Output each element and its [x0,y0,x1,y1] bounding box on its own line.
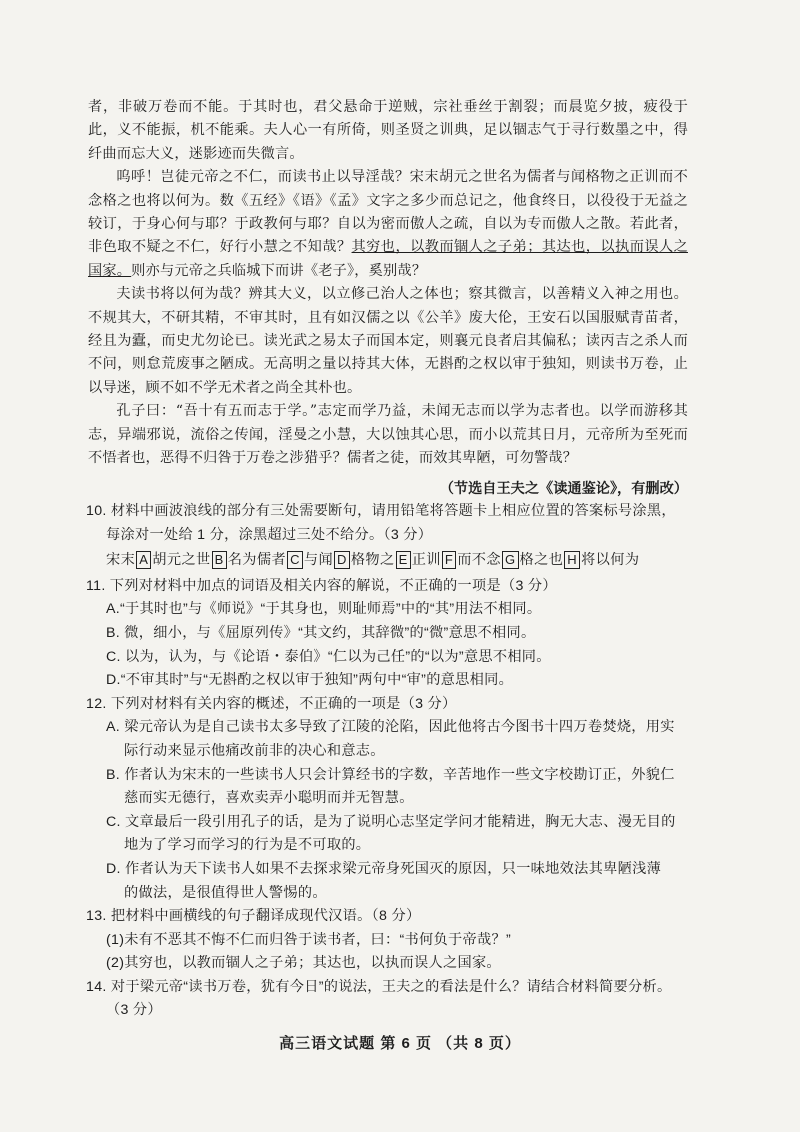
segment-text: 格之也 [519,552,564,569]
break-option-b[interactable]: B [212,551,227,569]
question-12-option-d: D. 作者认为天下读书人如果不去探求梁元帝身死国灭的原因，只一味地效法其卑陋浅薄 [106,860,662,877]
segment-text: 宋末 [106,552,136,569]
passage-paragraph-2 [88,166,688,283]
question-11-option-c: C. 以为，认为，与《论语・泰伯》“仁以为己任”的“以为”意思不相同。 [106,648,551,665]
question-12-option-a-cont: 际行动来显示他痛改前非的决心和意志。 [124,742,385,759]
question-13-sentence-1: (1)未有不恶其不悔不仁而归咎于读书者，曰：“书何负于帝哉？” [106,931,511,948]
question-13-stem: 13. 把材料中画横线的句子翻译成现代汉语。（8 分） [86,908,421,925]
segment-text: 而不念 [457,552,501,569]
question-12-option-c-cont: 地为了学习而学习的行为是不可取的。 [124,837,371,854]
question-12-option-b-cont: 慈而实无德行，喜欢卖弄小聪明而并无智慧。 [124,790,414,807]
question-12-option-c: C. 文章最后一段引用孔子的话，是为了说明心志坚定学问才能精进，胸无大志、漫无目的 [106,813,676,830]
footer-total-pages: （共 8 页） [437,1035,521,1052]
break-option-e[interactable]: E [396,551,411,569]
question-11-option-b: B. 微，细小，与《屈原列传》“其文约，其辞微”的“微”意思不相同。 [106,624,536,641]
passage-paragraph-2-text: 呜呼！岂徒元帝之不仁，而读书止以导淫哉？宋末胡元之世名为儒者与闻格物之正训而不念格之也将以何为。数《五经》《语》《孟》文字之多少而总记之，他食终日，以役役于无益之较订，于身心何与耶？于政教何与耶？自以为密而傲人之疏，自以为专而傲人之散。若此者，非色取不疑之不仁，好行小慧之不知哉？ [88,169,688,256]
question-list [86,500,706,1023]
question-11-option-a: A.“于其时也”与《师说》“于其身也，则耻师焉”中的“其”用法不相同。 [106,601,542,618]
break-option-d[interactable]: D [334,551,350,569]
question-12-stem: 12. 下列对材料有关内容的概述，不正确的一项是（3 分） [86,695,457,712]
passage-paragraph-4: 孔子曰：“吾十有五而志于学。”志定而学乃益，未闻无志而以学为志者也。以学而游移其志，异端邪说，流俗之传闻，淫曼之小慧，大以蚀其心思，而小以荒其日月，元帝所为至死而不悟者也，恶得不归咎于万卷之涉猎乎？儒者之徒，而效其卑陋，可勿警哉？ [88,403,688,467]
passage-paragraph-1: 者，非破万卷而不能。于其时也，君父悬命于逆贼，宗社垂丝于割裂；而晨览夕披，疲役于此，义不能振，机不能乘。夫人心一有所倚，则圣贤之训典，足以锢志气于寻行数墨之中，得纤曲而忘大义，迷影迹而失微言。 [88,99,688,162]
break-option-g[interactable]: G [502,551,519,569]
question-10-stem: 10. 材料中画波浪线的部分有三处需要断句，请用铅笔将答题卡上相应位置的答案标号涂黑， [86,503,676,519]
question-10-stem-cont: 每涂对一处给 1 分，涂黑超过三处不给分。（3 分） [106,526,433,543]
passage-paragraph-3: 夫读书将以何为哉？辨其大义，以立修己治人之体也；察其微言，以善精义入神之用也。不规其大，不研其精，不审其时，且有如汉儒之以《公羊》废大伦，王安石以国服赋青苗者，经且为蠹，而史尤勿论已。读光武之易太子而国本定，则襄元良者启其偏私；读丙吉之杀人而不问，则怠荒废事之陋成。无高明之量以持其大体，无斟酌之权以审于独知，则读书万卷，止以导迷，顾不如不学无术者之尚全其朴也。 [88,286,688,396]
footer-page-number: 第 6 页 [380,1035,432,1052]
question-12-option-b: B. 作者认为宋末的一些读书人只会计算经书的字数，辛苦地作一些文字校勘订正，外貌仁 [106,766,675,783]
break-option-a[interactable]: A [136,551,151,569]
question-14-stem: 14. 对于梁元帝“读书万卷，犹有今日”的说法，王夫之的看法是什么？请结合材料简要分析。 [86,978,672,995]
question-13-sentence-2: (2)其穷也，以教而锢人之子弟；其达也，以执而误人之国家。 [106,955,501,972]
segment-text: 将以何为 [581,552,640,569]
question-12-option-d-cont: 的做法，是很值得世人警惕的。 [124,884,327,901]
question-11-stem: 11. 下列对材料中加点的词语及相关内容的解说，不正确的一项是（3 分） [86,577,557,594]
question-14-points: （3 分） [106,1002,162,1019]
question-10-segment-line [86,549,706,573]
segment-text: 与闻 [303,552,334,569]
reading-passage [88,96,688,471]
passage-source: （节选自王夫之《读通鉴论》，有删改） [439,481,688,497]
underlined-sentence: 其穷也，以教而锢人之子弟；其达也，以执而误人之国家。 [88,239,688,279]
segment-text: 胡元之世 [152,552,211,569]
question-11-option-d: D.“不审其时”与“无斟酌之权以审于独知”两句中“审”的意思相同。 [106,672,514,689]
page-footer [0,1032,800,1053]
question-12-option-a: A. 梁元帝认为是自己读书太多导致了江陵的沦陷，因此他将古今图书十四万卷焚烧，用实 [106,719,675,736]
break-option-h[interactable]: H [564,551,580,569]
break-option-c[interactable]: C [287,551,303,569]
segment-text: 格物之 [350,552,395,569]
passage-paragraph-2-end: 则亦与元帝之兵临城下而讲《老子》，奚别哉？ [131,262,427,279]
segment-text: 正训 [411,552,441,569]
segment-text: 名为儒者 [227,552,287,569]
footer-title: 高三语文试题 [279,1035,376,1052]
break-option-f[interactable]: F [442,551,456,569]
